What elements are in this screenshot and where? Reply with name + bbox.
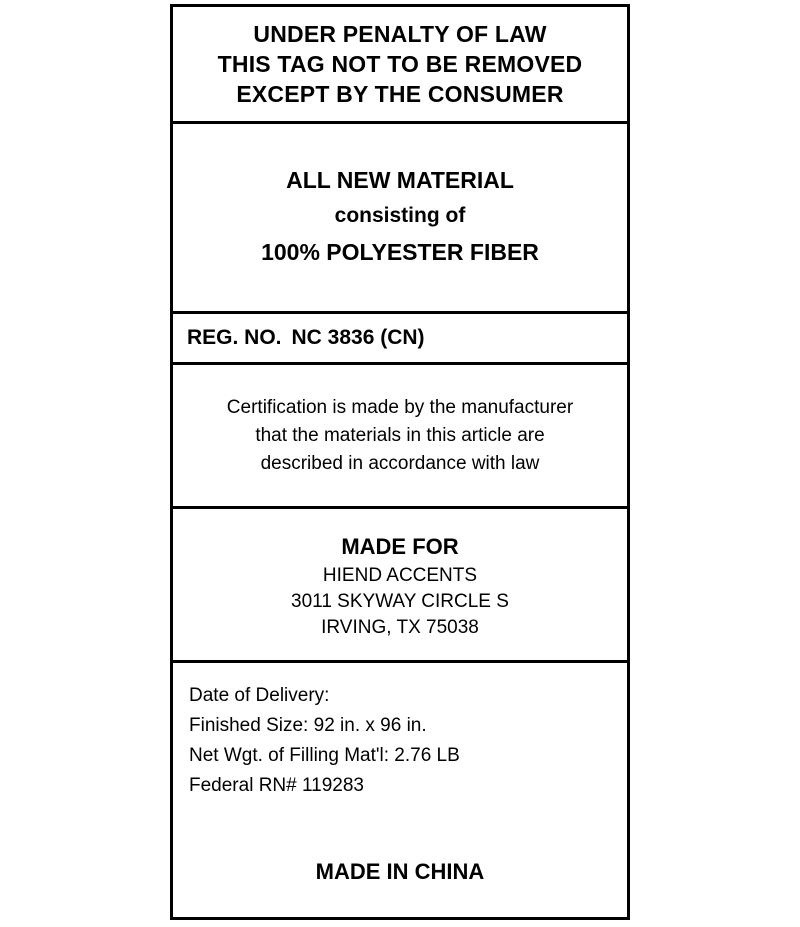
details-section bbox=[173, 663, 627, 917]
certification-line-2: that the materials in this article are bbox=[255, 424, 545, 446]
registration-row bbox=[187, 326, 617, 350]
law-tag bbox=[170, 4, 630, 920]
registration-value: NC 3836 (CN) bbox=[291, 326, 425, 349]
certification-line-1: Certification is made by the manufacturer bbox=[226, 396, 574, 418]
penalty-line-3: EXCEPT BY THE CONSUMER bbox=[236, 81, 564, 107]
federal-rn-value: 119283 bbox=[302, 775, 364, 796]
detail-row bbox=[189, 741, 627, 771]
date-of-delivery-label: Date of Delivery: bbox=[189, 685, 330, 706]
certification-section bbox=[173, 365, 627, 509]
registration-section bbox=[173, 314, 627, 365]
finished-size-label: Finished Size: bbox=[189, 715, 314, 736]
made-for-address: 3011 SKYWAY CIRCLE S bbox=[291, 591, 509, 612]
registration-label: REG. NO. bbox=[187, 326, 282, 349]
material-heading: ALL NEW MATERIAL bbox=[286, 167, 514, 193]
detail-row bbox=[189, 681, 627, 711]
country-of-origin: MADE IN CHINA bbox=[315, 859, 485, 884]
penalty-line-2: THIS TAG NOT TO BE REMOVED bbox=[217, 51, 583, 77]
material-content-section bbox=[173, 124, 627, 314]
made-for-city-state-zip: IRVING, TX 75038 bbox=[321, 617, 479, 638]
federal-rn-label: Federal RN# bbox=[189, 775, 302, 796]
certification-line-3: described in accordance with law bbox=[260, 452, 540, 474]
made-for-company: HIEND ACCENTS bbox=[322, 565, 478, 586]
net-weight-label: Net Wgt. of Filling Mat'l: bbox=[189, 745, 395, 766]
detail-row bbox=[189, 771, 627, 801]
finished-size-value: 92 in. x 96 in. bbox=[313, 715, 427, 736]
material-consisting-of: consisting of bbox=[334, 204, 466, 227]
net-weight-value: 2.76 LB bbox=[394, 745, 460, 766]
material-composition: 100% POLYESTER FIBER bbox=[261, 239, 539, 265]
made-for-section bbox=[173, 509, 627, 663]
detail-row bbox=[189, 711, 627, 741]
made-for-heading: MADE FOR bbox=[341, 534, 459, 559]
penalty-notice-section bbox=[173, 7, 627, 124]
penalty-line-1: UNDER PENALTY OF LAW bbox=[253, 21, 547, 47]
